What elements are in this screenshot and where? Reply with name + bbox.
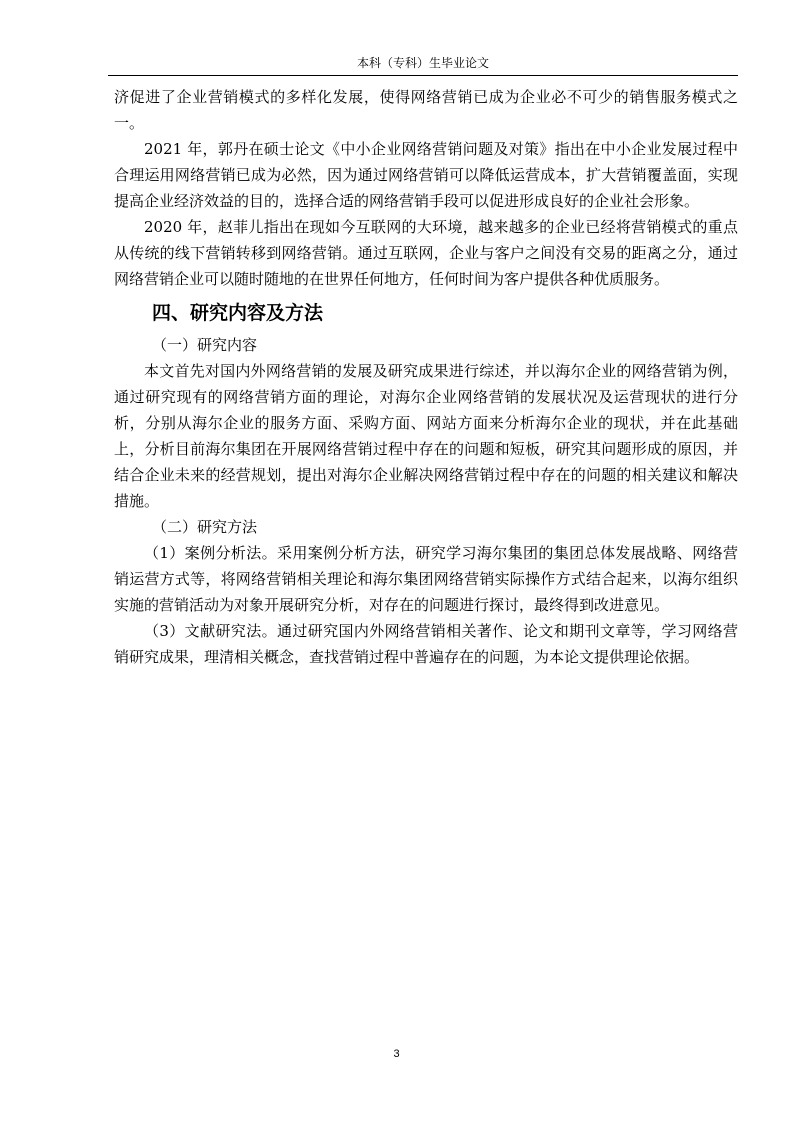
paragraph: （1）案例分析法。采用案例分析方法，研究学习海尔集团的集团总体发展战略、网络营销运营方式等，将网络营销相关理论和海尔集团网络营销实际操作方式结合起来，以海尔组织实施的营销活动为对象开展研究分析，对存在的问题进行探讨，最终得到改进意见。	[114, 544, 738, 614]
section-heading: 四、研究内容及方法	[152, 302, 324, 324]
paragraph: 济促进了企业营销模式的多样化发展，使得网络营销已成为企业必不可少的销售服务模式之一。	[114, 88, 738, 132]
paragraph: 2021 年，郭丹在硕士论文《中小企业网络营销问题及对策》指出在中小企业发展过程中合理运用网络营销已成为必然，因为通过网络营销可以降低运营成本，扩大营销覆盖面，实现提高企业经济效益的目的，选择合适的网络营销手段可以促进形成良好的企业社会形象。	[114, 140, 738, 210]
page-number: 3	[393, 1048, 400, 1060]
paragraph: 2020 年，赵菲儿指出在现如今互联网的大环境，越来越多的企业已经将营销模式的重点从传统的线下营销转移到网络营销。通过互联网，企业与客户之间没有交易的距离之分，通过网络营销企业可以随时随地的在世界任何地方，任何时间为客户提供各种优质服务。	[114, 218, 738, 288]
paragraph: 本文首先对国内外网络营销的发展及研究成果进行综述，并以海尔企业的网络营销为例，通过研究现有的网络营销方面的理论，对海尔企业网络营销的发展状况及运营现状的进行分析，分别从海尔企业的服务方面、采购方面、网站方面来分析海尔企业的现状，并在此基础上，分析目前海尔集团在开展网络营销过程中存在的问题和短板，研究其问题形成的原因，并结合企业未来的经营规划，提出对海尔企业解决网络营销过程中存在的问题的相关建议和解决措施。	[114, 362, 738, 510]
page-header: 本科（专科）生毕业论文	[356, 56, 489, 70]
page-body	[114, 84, 738, 670]
subsection-heading: （一）研究内容	[152, 336, 258, 354]
subsection-heading: （二）研究方法	[152, 518, 258, 536]
header-divider	[108, 75, 738, 76]
paragraph: （3）文献研究法。通过研究国内外网络营销相关著作、论文和期刊文章等，学习网络营销研究成果，理清相关概念，查找营销过程中普遍存在的问题，为本论文提供理论依据。	[114, 622, 738, 666]
